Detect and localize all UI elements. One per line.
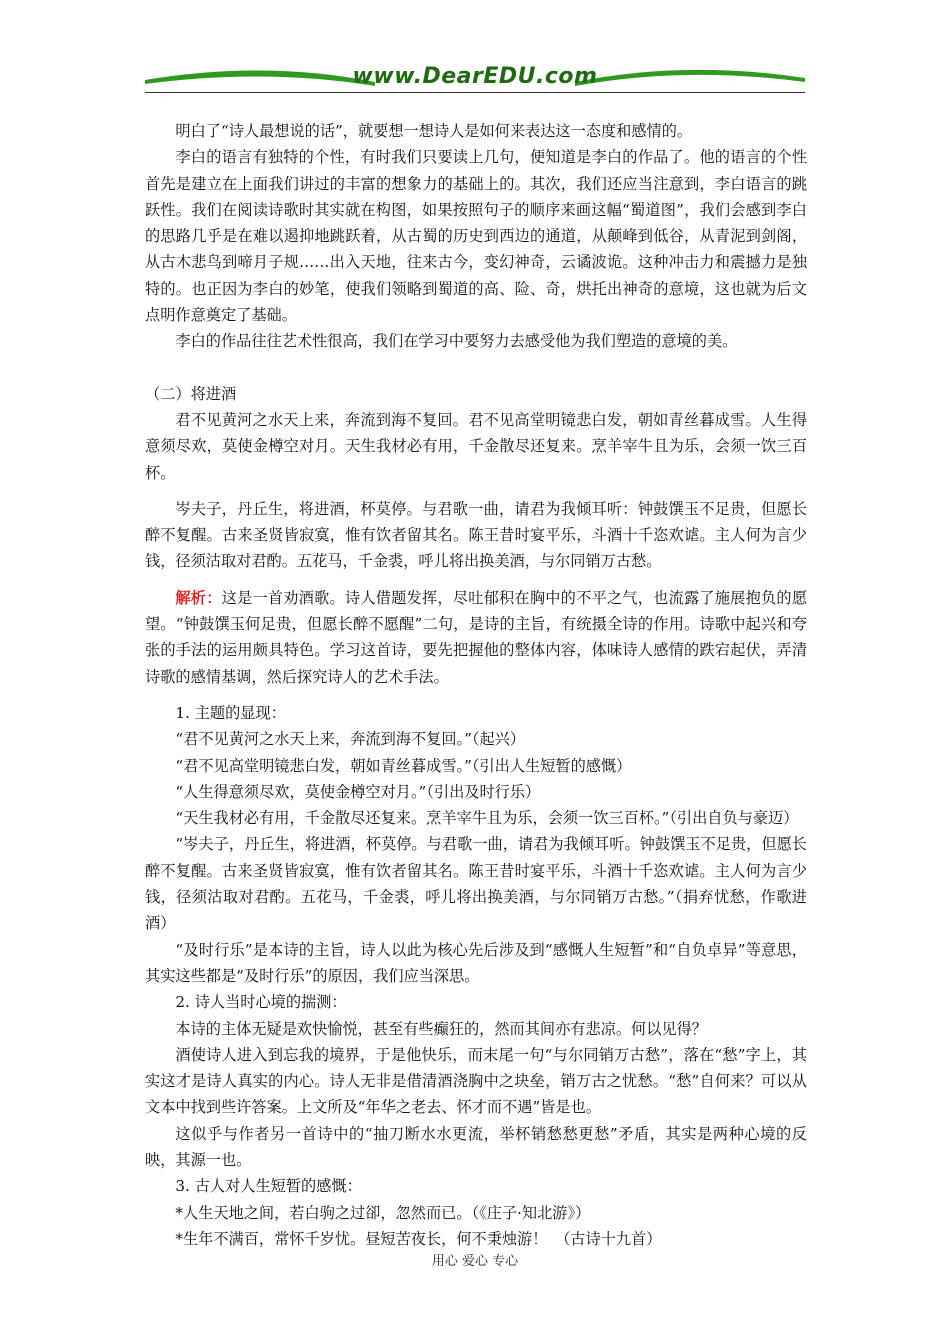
document-body (145, 118, 807, 1252)
paragraph: 这似乎与作者另一首诗中的“抽刀断水水更流，举杯销愁愁更愁”矛盾，其实是两种心境的反映，其源一也。 (145, 1124, 807, 1169)
paragraph: 明白了“诗人最想说的话”，就要想一想诗人是如何来表达这一态度和感情的。 (175, 122, 693, 140)
paragraph: “及时行乐”是本诗的主旨，诗人以此为核心先后涉及到“感慨人生短暂”和“自负卓异”等意思，其实这些都是“及时行乐”的原因，我们应当深思。 (145, 940, 807, 985)
page-footer: 用心 爱心 专心 (431, 1254, 519, 1269)
site-header (145, 60, 805, 100)
analysis-label: 解析： (175, 588, 222, 607)
site-logo[interactable]: www.DearEDU.com (352, 64, 598, 89)
poem-text: 岑夫子，丹丘生，将进酒，杯莫停。与君歌一曲，请君为我倾耳听：钟鼓馔玉不足贵，但愿长醉不复醒。古来圣贤皆寂寞，惟有饮者留其名。陈王昔时宴平乐，斗酒十千恣欢谑。主人何为言少钱，径须沽取对君酌。五花马，千金裘，呼儿将出换美酒，与尔同销万古愁。 (145, 499, 807, 571)
quote-line: “人生得意须尽欢，莫使金樽空对月。”（引出及时行乐） (175, 782, 541, 801)
quote-line: “天生我材必有用，千金散尽还复来。烹羊宰牛且为乐，会须一饮三百杯。”（引出自负与豪迈） (175, 809, 799, 828)
header-divider (145, 92, 805, 93)
paragraph: 李白的语言有独特的个性，有时我们只要读上几句，便知道是李白的作品了。他的语言的个性首先是建立在上面我们讲过的丰富的想象力的基础上的。其次，我们还应当注意到，李白语言的跳跃性。我们在阅读诗歌时其实就在构图，如果按照句子的顺序来画这幅“蜀道图”，我们会感到李白的思路几乎是在难以遏抑地跳跃着，从古蜀的历史到西边的通道，从颠峰到低谷，从青泥到剑阁，从古木悲鸟到啼月子规……出入天地，往来古今，变幻神奇，云谲波诡。这种冲击力和震撼力是独特的。也正因为李白的妙笔，使我们领略到蜀道的高、险、奇，烘托出神奇的意境，这也就为后文点明作意奠定了基础。 (145, 148, 807, 325)
analysis-text: 这是一首劝酒歌。诗人借题发挥，尽吐郁积在胸中的不平之气，也流露了施展抱负的愿望。“钟鼓馔玉何足贵，但愿长醉不愿醒”二句，是诗的主旨，有统摄全诗的作用。诗歌中起兴和夸张的手法的运用颇具特色。学习这首诗，要先把握他的整体内容，体味诗人感情的跌宕起伏，弄清诗歌的感情基调，然后探究诗人的艺术手法。 (145, 588, 808, 686)
subheading: 1. 主题的显现： (175, 703, 286, 722)
quote-line: “岑夫子，丹丘生，将进酒，杯莫停。与君歌一曲，请君为我倾耳听。钟鼓馔玉不足贵，但愿长醉不复醒。古来圣贤皆寂寞，惟有饮者留其名。陈王昔时宴平乐，斗酒十千恣欢谑。主人何为言少钱，径须沽取对君酌。五花马，千金裘，呼儿将出换美酒，与尔同销万古愁。”（捐弃忧愁，作歌进酒） (145, 835, 807, 933)
quote-line: “君不见黄河之水天上来，奔流到海不复回。”（起兴） (175, 730, 526, 749)
poem-text: 君不见黄河之水天上来，奔流到海不复回。君不见高堂明镜悲白发，朝如青丝暮成雪。人生得意须尽欢，莫使金樽空对月。天生我材必有用，千金散尽还复来。烹羊宰牛且为乐，会须一饮三百杯。 (145, 410, 807, 482)
paragraph: 李白的作品往往艺术性很高，我们在学习中要努力去感受他为我们塑造的意境的美。 (175, 332, 738, 351)
paragraph: 酒使诗人进入到忘我的境界，于是他快乐，而末尾一句“与尔同销万古愁”，落在“愁”字上，其实这才是诗人真实的内心。诗人无非是借清酒浇胸中之块垒，销万古之忧愁。“愁”自何来？可以从文本中找到些许答案。上文所及“年华之老去、怀才而不遇”皆是也。 (145, 1045, 807, 1117)
quote-line: *生年不满百，常怀千岁忧。昼短苦夜长，何不秉烛游！ （古诗十九首） (175, 1229, 662, 1248)
quote-line: “君不见高堂明镜悲白发，朝如青丝暮成雪。”（引出人生短暂的感慨） (175, 756, 632, 775)
section-title: （二）将进酒 (145, 384, 237, 403)
quote-line: *人生天地之间，若白驹之过卻，忽然而已。（《庄子·知北游》） (175, 1203, 591, 1222)
paragraph: 本诗的主体无疑是欢快愉悦，甚至有些癫狂的，然而其间亦有悲凉。何以见得？ (175, 1019, 707, 1038)
subheading: 3. 古人对人生短暂的感慨： (175, 1177, 362, 1196)
subheading: 2. 诗人当时心境的揣测： (175, 993, 347, 1012)
analysis-paragraph (145, 585, 807, 690)
